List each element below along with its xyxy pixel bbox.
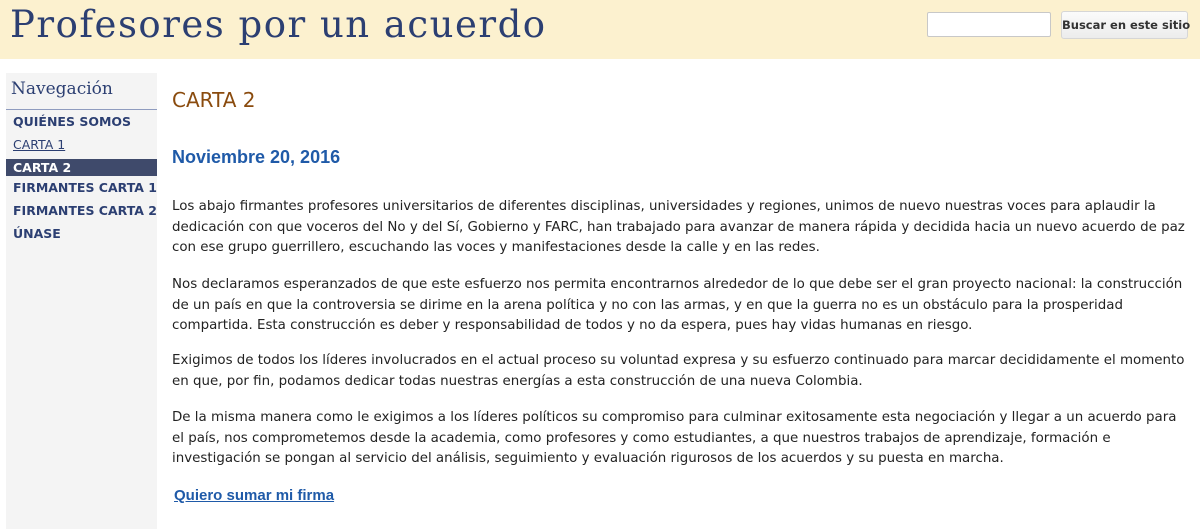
search-button[interactable]: Buscar en este sitio (1061, 11, 1188, 39)
paragraph-4: De la misma manera como le exigimos a los líderes políticos su compromiso para culminar exitosamente esta negociación y llegar a un acuerdo para el país, nos comprometemos desde la academia, como profesores y como estudiantes, a que nuestros trabajos de aprendizaje, formación e investigación se pongan al servicio del análisis, seguimiento y evaluación rigurosos de los acuerdos y su puesta en marcha. (172, 410, 1177, 466)
nav-divider (6, 109, 157, 110)
search-input[interactable] (927, 12, 1051, 37)
sidebar-item-carta-1[interactable]: CARTA 1 (13, 137, 66, 152)
page-title: CARTA 2 (172, 88, 256, 112)
paragraph-2: Nos declaramos esperanzados de que este esfuerzo nos permita encontrarnos alrededor de lo que debe ser el gran proyecto nacional: la construcción de un país en que la controversia se dirime en la arena política y no con las armas, y en que la guerra no es un obstáculo para la prosperidad compartida. Esta construcción es deber y responsabilidad de todos y no da espera, pues hay vidas humanas en riesgo. (172, 277, 1183, 333)
signup-link[interactable]: Quiero sumar mi firma (174, 487, 335, 504)
sidebar-item-unase[interactable]: ÚNASE (13, 226, 61, 241)
nav-heading: Navegación (11, 79, 113, 99)
paragraph-3: Exigimos de todos los líderes involucrados en el actual proceso su voluntad expresa y su esfuerzo continuado para marcar decididamente el momento en que, por fin, podamos dedicar todas nuestras energías a esta construcción de una nueva Colombia. (172, 353, 1185, 389)
sidebar-item-firmantes-carta-2[interactable]: FIRMANTES CARTA 2 (13, 203, 158, 218)
paragraph-1: Los abajo firmantes profesores universitarios de diferentes disciplinas, universidades y regiones, unimos de nuevo nuestras voces para aplaudir la dedicación con que voceros del No y del Sí, Gobierno y FARC, han trabajado para avanzar de manera rápida y decidida hacia un nuevo acuerdo de paz con ese grupo guerrillero, escuchando las voces y manifestaciones desde la calle y en las redes. (172, 199, 1185, 255)
date-heading: Noviembre 20, 2016 (172, 147, 341, 167)
site-title[interactable]: Profesores por un acuerdo (10, 3, 547, 46)
sidebar-item-firmantes-carta-1[interactable]: FIRMANTES CARTA 1 (13, 180, 158, 195)
site-header (0, 0, 1200, 59)
sidebar-item-carta-2[interactable]: CARTA 2 (6, 159, 157, 176)
sidebar-item-quienes-somos[interactable]: QUIÉNES SOMOS (13, 114, 132, 129)
